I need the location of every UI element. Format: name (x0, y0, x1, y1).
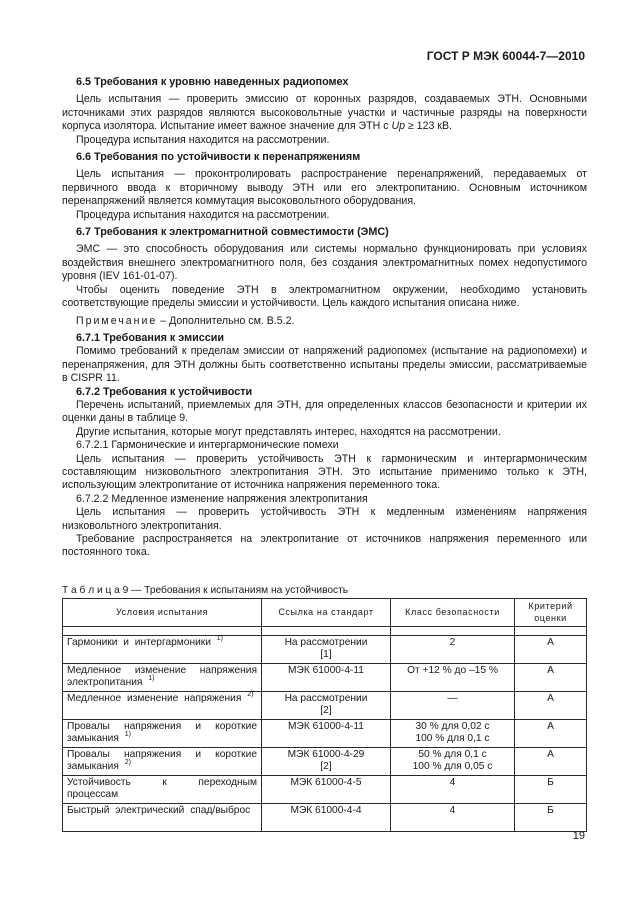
cell-condition: Быстрый электрический спад/выброс (63, 803, 262, 831)
table-row (63, 719, 587, 747)
section-6-7-p1: ЭМС — это способность оборудования или системы нормально функционировать при условиях воздействия внешнего электромагнитного поля, без создания электромагнитных помех недопустимого уровня (IEV 161-01-07). (62, 243, 587, 283)
cell-standard: На рассмотрении [2] (262, 691, 391, 719)
section-6-5-p2: Процедура испытания находится на рассмотрении. (76, 133, 330, 146)
table-row (63, 747, 587, 775)
section-6-7-p2: Чтобы оценить поведение ЭТН в электромагнитном окружении, необходимо установить соответствующие пределы эмиссии и устойчивости. Цель каждого испытания описана ниже. (62, 283, 587, 310)
cell-criterion: А (515, 719, 587, 747)
section-6-5-title: 6.5 Требования к уровню наведенных радиопомех (76, 76, 349, 88)
section-6-7-2-title: 6.7.2 Требования к устойчивости (76, 385, 253, 398)
cell-standard: На рассмотрении [1] (262, 635, 391, 663)
cell-standard: МЭК 61000-4-4 (262, 803, 391, 831)
section-6-6-title: 6.6 Требования по устойчивости к перенапряжениям (76, 151, 361, 164)
cell-condition: Провалы напряжения и короткие замыкания $^{2)}$ (63, 747, 262, 775)
table-spacer-row (63, 626, 587, 635)
body-text (62, 76, 587, 560)
table-header-row (63, 599, 587, 627)
cell-class: — (391, 691, 515, 719)
col-header-standard: Ссылка на стандарт (262, 599, 391, 627)
section-6-7-2-2-p2: Требование распространяется на электропитание от источников напряжения переменного или постоянного тока. (62, 533, 587, 559)
section-6-6-p1: Цель испытания — проконтролировать распространение перенапряжений, передаваемых от первичного ввода к вторичному выводу ЭТН или его электропитанию. Основным источником перенапряжений является коммутация высоковольтного оборудования. (62, 168, 587, 208)
section-6-7-2-1-p: Цель испытания — проверить устойчивость ЭТН к гармоническим и интергармоническим составляющим низковольтного электропитания ЭТН. Это испытание применимо только к ЭТН, использующим электропитание от источника напряжения переменного тока. (62, 452, 587, 492)
table-row (63, 663, 587, 691)
section-6-7-2-p1: Перечень испытаний, приемлемых для ЭТН, для определенных классов безопасности и критерии их оценки даны в таблице 9. (62, 398, 587, 425)
section-6-7-note: Примечание – Дополнительно см. B.5.2. (76, 314, 295, 327)
footnote-ref: 1) (124, 731, 131, 739)
cell-condition: Медленное изменение напряжения электропитания $^{1)}$ (63, 663, 262, 691)
col-header-conditions: Условия испытания (63, 599, 262, 627)
footnote-ref: 2) (247, 690, 254, 698)
section-6-7-2-p2: Другие испытания, которые могут представлять интерес, находятся на рассмотрении. (76, 425, 501, 438)
cell-class: 2 (391, 635, 515, 663)
cell-condition: Устойчивость к переходным процессам (63, 775, 262, 803)
page-number: 19 (572, 830, 585, 842)
cell-class: 4 (391, 775, 515, 803)
section-6-7-2-1-title: 6.7.2.1 Гармонические и интергармонические помехи (76, 439, 339, 452)
cell-standard: МЭК 61000-4-11 (262, 719, 391, 747)
table-row (63, 775, 587, 803)
cell-standard: МЭК 61000-4-5 (262, 775, 391, 803)
cell-criterion: А (515, 691, 587, 719)
col-header-criterion: Критерий оценки (515, 599, 587, 627)
footnote-ref: 1) (148, 675, 155, 683)
immunity-table (62, 598, 587, 832)
cell-criterion: А (515, 663, 587, 691)
cell-criterion: А (515, 635, 587, 663)
cell-criterion: Б (515, 775, 587, 803)
section-6-7-1-p1: Помимо требований к пределам эмиссии от напряжений радиопомех (испытание на радиопомехи) и перенапряжения, для ЭТН должны быть соответственно испытаны пределы эмиссии, рассматриваемые в CISPR 11. (62, 345, 587, 385)
section-6-7-title: 6.7 Требования к электромагнитной совместимости (ЭМС) (76, 226, 389, 239)
cell-criterion: А (515, 747, 587, 775)
section-6-7-2-2-p1: Цель испытания — проверить устойчивость ЭТН к медленным изменениям напряжения низковольтного электропитания. (62, 506, 587, 532)
col-header-class: Класс безопасности (391, 599, 515, 627)
table-row (63, 635, 587, 663)
footnote-ref: 1) (216, 634, 223, 642)
cell-condition: Провалы напряжения и короткие замыкания $^{1)}$ (63, 719, 262, 747)
cell-class: 30 % для 0,02 с 100 % для 0,1 с (391, 719, 515, 747)
section-6-5-p1: Цель испытания — проверить эмиссию от коронных разрядов, создаваемых ЭТН. Основными источниками этих разрядов являются высоковольтные участки и частичные разряды на поверхности корпуса изолятора. Испытание имеет важное значение для ЭТН с Up ≥ 123 кВ. (62, 93, 587, 133)
cell-criterion: Б (515, 803, 587, 831)
cell-condition: Медленное изменение напряжения $^{2)}$ (63, 691, 262, 719)
footnote-ref: 2) (124, 759, 131, 767)
section-6-7-1-title: 6.7.1 Требования к эмиссии (76, 331, 225, 344)
document-header: ГОСТ Р МЭК 60044-7—2010 (426, 49, 585, 63)
table-row (63, 803, 587, 831)
cell-condition: Гармоники и интергармоники $^{1)}$ (63, 635, 262, 663)
table-caption: Т а б л и ц а 9 — Требования к испытаниям на устойчивость (62, 585, 349, 596)
section-6-6-p2: Процедура испытания находится на рассмотрении. (76, 208, 330, 221)
section-6-7-2-2-title: 6.7.2.2 Медленное изменение напряжения электропитания (76, 492, 368, 505)
cell-standard: МЭК 61000-4-29 [2] (262, 747, 391, 775)
cell-class: 4 (391, 803, 515, 831)
cell-class: От +12 % до –15 % (391, 663, 515, 691)
cell-standard: МЭК 61000-4-11 (262, 663, 391, 691)
cell-class: 50 % для 0,1 с 100 % для 0,05 с (391, 747, 515, 775)
table-row (63, 691, 587, 719)
